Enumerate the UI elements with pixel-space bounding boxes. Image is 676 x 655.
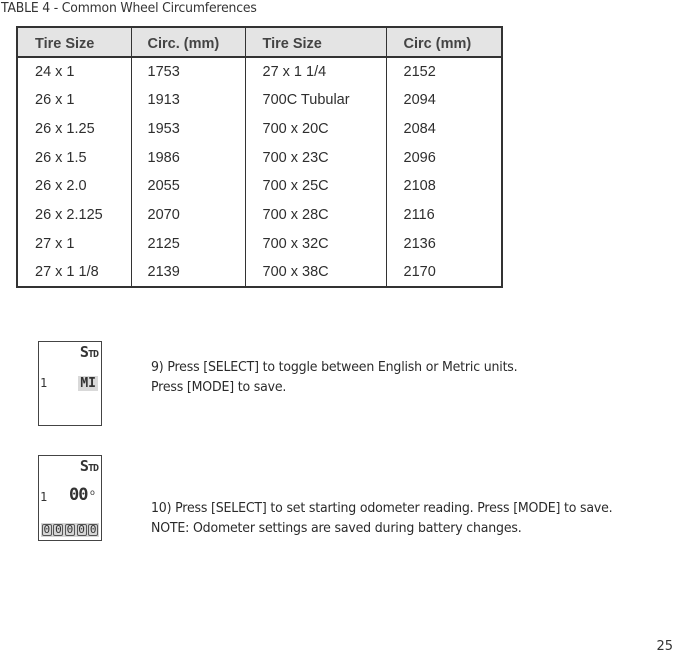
step-9-instructions (151, 357, 517, 397)
step-10-line-1: 10) Press [SELECT] to set starting odometer reading. Press [MODE] to save. (151, 500, 613, 516)
cell-circ-mm-2: 2116 (386, 201, 502, 230)
cell-circ-mm-2: 2084 (386, 115, 502, 144)
page-number: 25 (656, 639, 673, 654)
header-circ-mm: Circ. (mm) (131, 27, 245, 57)
cell-circ-mm-2: 2170 (386, 258, 502, 287)
cell-tire-size-2: 27 x 1 1/4 (245, 57, 386, 86)
cell-circ-mm-2: 2108 (386, 172, 502, 201)
cell-circ-mm: 1913 (131, 86, 245, 115)
cell-tire-size-2: 700 x 20C (245, 115, 386, 144)
cell-circ-mm: 2139 (131, 258, 245, 287)
cell-tire-size-2: 700 x 38C (245, 258, 386, 287)
unit-readout: MI (80, 376, 96, 391)
cell-tire-size-2: 700 x 28C (245, 201, 386, 230)
cell-tire-size: 27 x 1 1/8 (35, 264, 99, 281)
odometer-superscript: o (90, 488, 95, 497)
cell-tire-size: 26 x 2.0 (35, 178, 87, 195)
lcd-display-units (38, 341, 102, 426)
cell-circ-mm-2: 2152 (386, 57, 502, 86)
cell-tire-size: 24 x 1 (35, 63, 75, 80)
cell-tire-size: 27 x 1 (35, 235, 75, 252)
table-row (17, 230, 502, 259)
step-10-line-2: NOTE: Odometer settings are saved during battery changes. (151, 520, 522, 536)
cell-circ-mm: 2055 (131, 172, 245, 201)
header-tire-size: Tire Size (17, 27, 131, 57)
step-10-instructions (151, 498, 612, 538)
odometer-value: 00 (69, 485, 88, 505)
cell-tire-size: 26 x 2.125 (35, 207, 103, 224)
odometer-digit: 0 (66, 523, 74, 536)
cell-circ-mm: 2125 (131, 230, 245, 259)
table-header-row (17, 27, 502, 57)
table-row (17, 201, 502, 230)
std-indicator: STD (79, 457, 98, 475)
table-row (17, 258, 502, 287)
cell-tire-size-2: 700 x 25C (245, 172, 386, 201)
cell-circ-mm-2: 2136 (386, 230, 502, 259)
odometer-digit-row (41, 523, 99, 537)
cell-tire-size-2: 700 x 23C (245, 143, 386, 172)
cell-tire-size: 26 x 1 (35, 92, 75, 109)
table-row (17, 57, 502, 86)
step-9-line-1: 9) Press [SELECT] to toggle between English or Metric units. (151, 359, 518, 375)
odometer-digit: 0 (43, 523, 51, 536)
segment-indicator: 1 (40, 490, 48, 504)
segment-indicator: 1 (40, 376, 48, 390)
table-row (17, 86, 502, 115)
header-circ-mm-2: Circ (mm) (386, 27, 502, 57)
cell-circ-mm-2: 2096 (386, 143, 502, 172)
table-row (17, 143, 502, 172)
std-indicator: STD (79, 343, 98, 361)
lcd-display-odometer (38, 455, 102, 541)
wheel-circumference-table (16, 26, 503, 288)
header-tire-size-2: Tire Size (245, 27, 386, 57)
cell-circ-mm: 1986 (131, 143, 245, 172)
table-row (17, 172, 502, 201)
cell-tire-size: 26 x 1.5 (35, 149, 87, 166)
cell-circ-mm: 1753 (131, 57, 245, 86)
cell-tire-size-2: 700C Tubular (245, 86, 386, 115)
cell-tire-size-2: 700 x 32C (245, 230, 386, 259)
table-row (17, 115, 502, 144)
odometer-digit: 0 (55, 523, 62, 536)
step-9-line-2: Press [MODE] to save. (151, 379, 287, 395)
cell-circ-mm: 1953 (131, 115, 245, 144)
cell-circ-mm: 2070 (131, 201, 245, 230)
odometer-digit: 0 (89, 523, 97, 536)
cell-circ-mm-2: 2094 (386, 86, 502, 115)
table-caption: TABLE 4 - Common Wheel Circumferences (1, 0, 257, 16)
odometer-digit: 0 (78, 523, 85, 536)
cell-tire-size: 26 x 1.25 (35, 120, 95, 137)
